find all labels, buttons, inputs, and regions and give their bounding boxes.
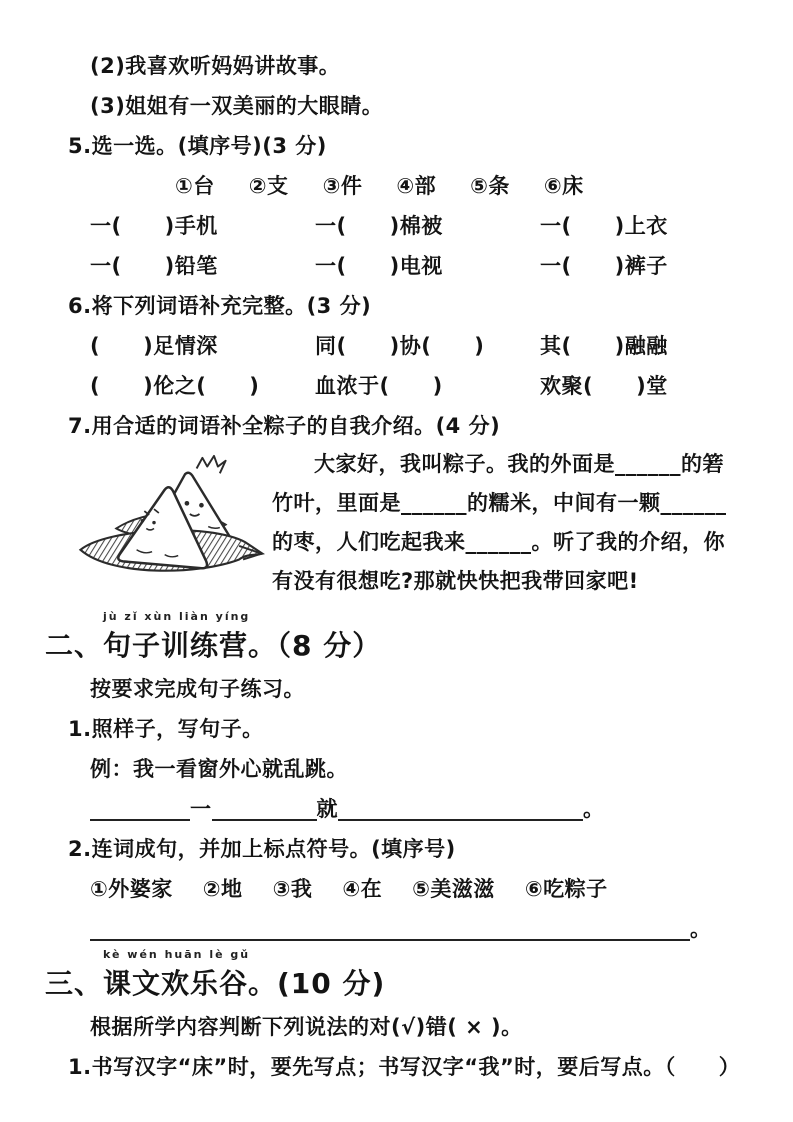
question-6-row-2	[0, 365, 793, 405]
paragraph-line: 竹叶，里面是______的糯米，中间有一颗______	[272, 491, 727, 515]
sentence-item-2: (2)我喜欢听妈妈讲故事。	[90, 54, 341, 78]
option-4: ④部	[396, 174, 437, 198]
idiom-blank: 欢聚( )堂	[540, 374, 668, 398]
sentence-item-3: (3)姐姐有一双美丽的大眼睛。	[90, 94, 384, 118]
idiom-blank: ( )足情深	[90, 334, 218, 358]
answer-blank[interactable]	[90, 795, 190, 821]
period-mark: 。	[690, 917, 712, 941]
question-5-row-2	[0, 245, 793, 285]
section-3-item-1: 1.书写汉字“床”时，要先写点；书写汉字“我”时，要后写点。（ ）	[68, 1055, 741, 1079]
option-2: ②支	[248, 174, 289, 198]
paragraph-line: 的枣，人们吃起我来______。听了我的介绍，你	[272, 530, 725, 554]
blank-phrase: 一( )铅笔	[90, 254, 218, 278]
blank-phrase: 一( )手机	[90, 214, 218, 238]
blank-phrase: 一( )棉被	[315, 214, 443, 238]
option-3: ③件	[322, 174, 363, 198]
section-3-pinyin: kè wén huān lè gǔ	[103, 948, 251, 961]
word-option-1: ①外婆家	[90, 877, 173, 901]
section-2-q1-title: 1.照样子，写句子。	[68, 717, 264, 741]
idiom-blank: ( )伦之( )	[90, 374, 260, 398]
zongzi-self-introduction	[272, 445, 777, 610]
answer-blank[interactable]	[338, 795, 583, 821]
question-6-title: 6.将下列词语补充完整。(3 分)	[68, 294, 372, 318]
question-5-options	[0, 165, 793, 205]
answer-blank[interactable]	[212, 795, 317, 821]
word-option-2: ②地	[202, 877, 243, 901]
option-6: ⑥床	[543, 174, 584, 198]
idiom-blank: 同( )协( )	[315, 334, 485, 358]
section-2-q2-answer-line	[0, 908, 793, 948]
section-3-intro: 根据所学内容判断下列说法的对(√)错( × )。	[90, 1015, 523, 1039]
section-2-q2-title: 2.连词成句，并加上标点符号。(填序号)	[68, 837, 456, 861]
paragraph-line: 大家好，我叫粽子。我的外面是______的箬	[314, 452, 724, 476]
section-2-q1-example: 例：我一看窗外心就乱跳。	[90, 757, 348, 781]
paragraph-line: 有没有很想吃?那就快快把我带回家吧!	[272, 569, 639, 593]
section-2-heading-block	[0, 610, 793, 662]
zongzi-drawing-icon	[72, 453, 267, 603]
section-2-heading: 二、句子训练营。（8 分）	[45, 629, 382, 662]
section-2-q2-words	[0, 868, 793, 908]
idiom-blank: 血浓于( )	[315, 374, 443, 398]
fill-word-jiu: 就	[316, 797, 338, 821]
section-2-pinyin: jù zǐ xùn liàn yíng	[103, 610, 251, 623]
question-7-title: 7.用合适的词语补全粽子的自我介绍。(4 分)	[68, 414, 501, 438]
word-option-5: ⑤美滋滋	[412, 877, 495, 901]
word-option-4: ④在	[342, 877, 383, 901]
question-6-row-1	[0, 325, 793, 365]
answer-blank[interactable]	[90, 915, 690, 941]
idiom-blank: 其( )融融	[540, 334, 668, 358]
blank-phrase: 一( )上衣	[540, 214, 668, 238]
blank-phrase: 一( )电视	[315, 254, 443, 278]
section-3-heading-block	[0, 948, 793, 1000]
question-5-row-1	[0, 205, 793, 245]
option-5: ⑤条	[470, 174, 510, 198]
period-mark: 。	[583, 797, 605, 821]
section-2-q1-answer-line	[0, 788, 793, 828]
option-1: ①台	[175, 174, 215, 198]
question-7-body	[0, 445, 793, 610]
blank-phrase: 一( )裤子	[540, 254, 668, 278]
zongzi-illustration	[72, 445, 272, 610]
question-5-title: 5.选一选。(填序号)(3 分)	[68, 134, 327, 158]
fill-word-yi: 一	[190, 797, 212, 821]
word-option-6: ⑥吃粽子	[524, 877, 608, 901]
section-3-heading: 三、课文欢乐谷。(10 分)	[45, 967, 386, 1000]
word-option-3: ③我	[272, 877, 313, 901]
section-2-intro: 按要求完成句子练习。	[90, 677, 305, 701]
